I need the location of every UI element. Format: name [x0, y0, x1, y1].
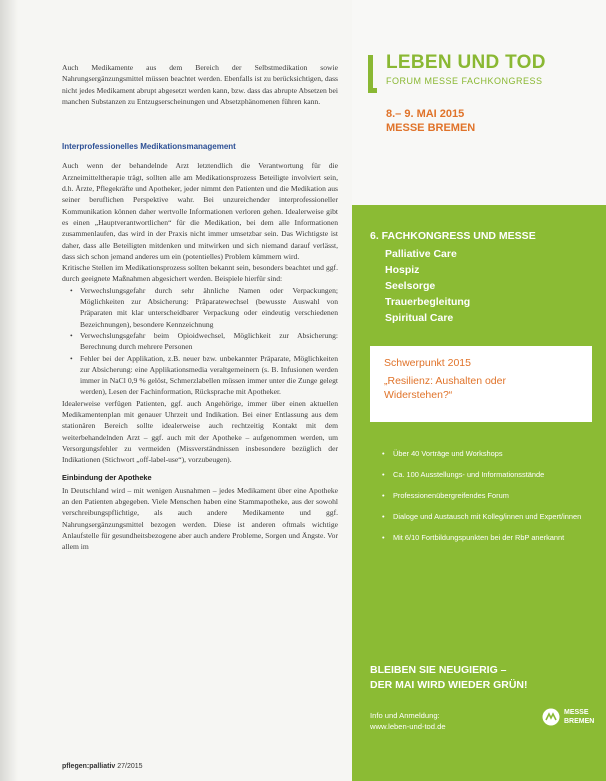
page-edge-shadow [0, 0, 18, 781]
ad-green-panel [352, 205, 606, 781]
list-item: • Fehler bei der Applikation, z.B. neuer bzw. unbekannter Präparate, Möglichkeiten zur Absicherung: eine Applikationsmedia veraltgemeinern (s. B. Infusionen werden immer in NaCl 0,9 % gelöst, Schmerzlabellen müssen immer unter die Zunge gelegt werden), Lesen der Fachinformation, Rücksprache mit Apotheker. [70, 353, 338, 398]
topic-item: Hospiz [385, 264, 420, 276]
list-item [382, 532, 592, 543]
article-intro: Auch Medikamente aus dem Bereich der Selbstmedikation sowie Nahrungsergänzungsmittel müssen beachtet werden. Ebenfalls ist zu berücksichtigen, dass nicht jedes Medikament abrupt abgesetzt werden kann, bzw. dass das abrupte Absetzen bei manchen Substanzen zu Entzugserscheinungen und Absetzphänomenen führen kann. [62, 63, 338, 106]
focus-title: Schwerpunkt 2015 [384, 357, 471, 369]
list-item: • Verwechslungsgefahr beim Opioidwechsel, Möglichkeit zur Absicherung: Berechnung durch mehrere Personen [70, 330, 338, 353]
article-heading: Interprofessionelles Medikationsmanagement [62, 142, 236, 152]
ad-date: 8.– 9. MAI 2015 [386, 108, 465, 120]
bullet-icon: • [382, 491, 385, 500]
bullet-icon: • [382, 512, 385, 521]
ad-congress: 6. FACHKONGRESS UND MESSE [370, 230, 536, 242]
article-paragraph-3: Idealerweise verfügen Patienten, ggf. auch Angehörige, immer über einen aktuellen Medikamentenplan mit genauer Uhrzeit und Indikation. Bei einer Entlassung aus dem stationären Bereich sollte idealerweise auch rechtzeitig Kontakt mit dem weiterbehandelnden Arzt – ggf. auch mit der Apotheke – aufgenommen werden, um Versorgungsfehler zu vermeiden (Missverständnissen insbesondere bezüglich der Indikationen (Stichwort „off-label-use“), vorzubeugen). [62, 398, 338, 465]
topic-item: Trauerbegleitung [385, 296, 471, 308]
ad-header [352, 0, 606, 205]
topic-item: Spiritual Care [385, 312, 454, 324]
feature-list [382, 448, 592, 553]
ad-topics [385, 246, 470, 326]
feature-text: Über 40 Vorträge und Workshops [393, 449, 503, 458]
list-item [382, 469, 592, 480]
ad-venue: MESSE BREMEN [386, 122, 476, 134]
ad-subtitle: FORUM MESSE FACHKONGRESS [386, 76, 543, 86]
focus-line: Widerstehen?“ [384, 389, 453, 401]
article-paragraph-4: In Deutschland wird – mit wenigen Ausnahmen – jedes Medikament über eine Apotheke an den Patienten abgegeben. Viele Menschen haben eine Stammapotheke, aus der sowohl verschreibungspflichtige, als auch andere Medikamente und ggf. Nahrungsergänzungsmittel bezogen werden. Diese ist anderen oftmals wichtige Anlaufstelle für gesundheitsbezogene aber auch andere Probleme, Sorgen und Ängste. Vor allem im [62, 485, 338, 552]
article-paragraph-2: Kritische Stellen im Medikationsprozess sollten bekannt sein, besonders beachtet und ggf. durch geeignete Maßnahmen abgesichert werden. Beispiele hierfür sind: [62, 263, 338, 284]
info-label: Info und Anmeldung: [370, 711, 440, 720]
bullet-icon: • [382, 470, 385, 479]
messe-bremen-logo [542, 705, 596, 737]
ad-title: LEBEN UND TOD [386, 52, 546, 73]
slogan-line: BLEIBEN SIE NEUGIERIG – [370, 664, 507, 676]
journal-name: pflegen:palliativ [62, 763, 116, 770]
feature-text: Ca. 100 Ausstellungs- und Informationsstände [393, 470, 545, 479]
feature-text: Professionenübergreifendes Forum [393, 491, 509, 500]
advertisement [352, 0, 606, 781]
journal-issue: 27/2015 [117, 763, 143, 770]
info-url-link[interactable]: www.leben-und-tod.de [370, 722, 446, 731]
slogan-line: DER MAI WIRD WIEDER GRÜN! [370, 679, 528, 691]
focus-line: „Resilienz: Aushalten oder [384, 375, 506, 387]
article-paragraph-1: Auch wenn der behandelnde Arzt letztendlich die Verantwortung für die Arzneimitteltherapie trägt, sollten alle am Medikationsprozess Beteiligte involviert sein, d.h. Ärzte, Pflegekräfte und Apotheker, jeder nimmt den Patienten und die Medikation aus seiner beruflichen Perspektive wahr. Bei unzureichender interprofessioneller Kommunikation können daher wertvolle Informationen verloren gehen. Idealerweise gibt es einen „Hauptverantwortlichen“ für die Medikation, bei dem alle Informationen zusammenlaufen, das wird in der Praxis nicht immer umsetzbar sein. Das Wichtigste ist daher, dass alle Beteiligten mitdenken und mitwirken und sich niemand darauf verlässt, dass sich schon jemand anderes um ein (potentielles) Problem kümmern wird. [62, 161, 338, 261]
article-subheading: Einbindung der Apotheke [62, 472, 152, 482]
page-footer [62, 763, 143, 770]
messe-logo-line: BREMEN [564, 718, 595, 725]
list-item: • Verwechslungsgefahr durch sehr ähnliche Namen oder Verpackungen; Möglichkeiten zur Absicherung: Präparatewechsel (bewusste Auswahl von Präparaten mit klar unterscheidbarer Verpackung oder eindeutig verschiedenen Bezeichnungen), besondere Kennzeichnung [70, 285, 338, 330]
list-item [382, 511, 592, 522]
focus-subtitle [384, 374, 506, 402]
messe-logo-text [564, 708, 594, 726]
messe-logo-line: MESSE [564, 709, 589, 716]
bullet-icon: • [382, 449, 385, 458]
ad-info [370, 710, 446, 732]
feature-text: Mit 6/10 Fortbildungspunkten bei der RbP anerkannt [393, 533, 565, 542]
bullet-icon: • [382, 533, 385, 542]
topic-item: Seelsorge [385, 280, 436, 292]
list-item [382, 490, 592, 501]
ad-slogan [370, 663, 528, 693]
messe-logo-icon [542, 708, 560, 726]
ad-date-block [386, 107, 475, 135]
topic-item: Palliative Care [385, 248, 457, 260]
feature-text: Dialoge und Austausch mit Kolleg/innen und Expert/innen [393, 512, 582, 521]
list-item [382, 448, 592, 459]
logo-bracket-icon [368, 55, 377, 93]
focus-box [370, 346, 592, 422]
article-bullet-list [62, 285, 338, 398]
article-column [62, 62, 338, 553]
